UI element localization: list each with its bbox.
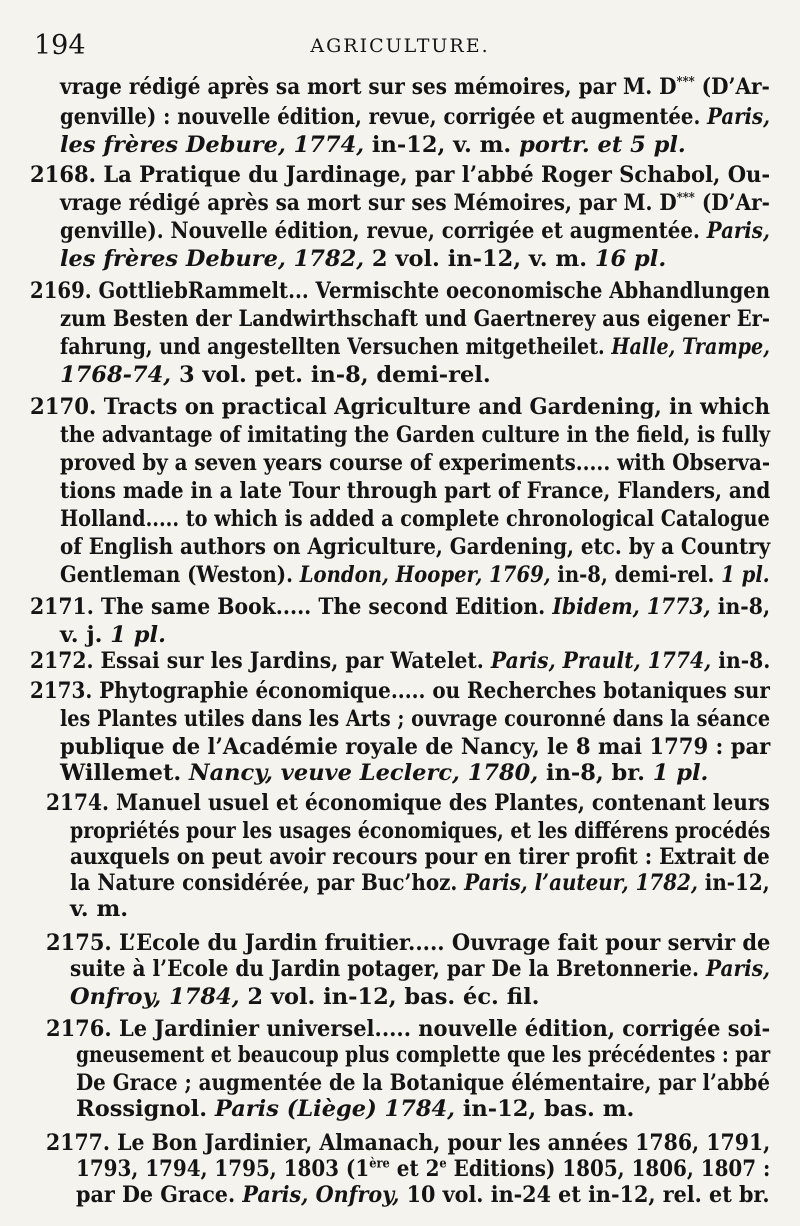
text-line: [70, 954, 770, 984]
text-segment: in-8.: [711, 648, 771, 674]
text-line: [60, 244, 666, 274]
text-segment: la Nature considérée, par Buc’hoz.: [70, 870, 465, 896]
italic-text: Paris,: [706, 218, 770, 244]
text-line: [60, 704, 770, 734]
italic-text: 16 pl.: [594, 246, 667, 272]
text-segment: Holland..... to which is added a complete chronological Catalogue: [60, 506, 770, 532]
text-line: [30, 676, 770, 706]
superscript: ère: [369, 1156, 390, 1172]
italic-text: Paris, l’auteur, 1782,: [464, 870, 698, 896]
text-segment: 10 vol. in-24 et in-12, rel. et br.: [399, 1182, 770, 1208]
text-segment: vrage rédigé après sa mort sur ses mémoires, par M. D: [60, 74, 677, 100]
text-line: [30, 160, 770, 190]
text-segment: in-12, bas. m.: [455, 1096, 635, 1122]
text-segment: par De Grace.: [76, 1182, 243, 1208]
text-segment: 2169. GottliebRammelt... Vermischte oeconomische Abhandlungen: [30, 278, 771, 304]
italic-text: Paris, Onfroy,: [242, 1182, 400, 1208]
italic-text: Onfroy, 1784,: [70, 984, 240, 1010]
italic-text: 1768-74,: [60, 362, 172, 388]
text-line: [76, 1094, 634, 1124]
italic-text: 1 pl.: [110, 622, 166, 648]
text-segment: 2170. Tracts on practical Agriculture and Gardening, in which: [30, 394, 771, 420]
italic-text: Paris,: [705, 956, 770, 982]
text-line: [60, 216, 770, 246]
text-line: [60, 130, 686, 160]
text-segment: propriétés pour les usages économiques, et les différens procédés: [70, 818, 771, 844]
text-line: [76, 1040, 770, 1070]
text-segment: 2168. La Pratique du Jardinage, par l’abbé Roger Schabol, Ou-: [30, 162, 771, 188]
running-head: AGRICULTURE.: [310, 35, 490, 57]
italic-text: portr. et 5 pl.: [519, 132, 686, 158]
text-segment: Editions) 1805, 1806, 1807 :: [446, 1156, 771, 1182]
text-line: [60, 360, 491, 390]
page-number: 194: [34, 30, 86, 61]
text-segment: the advantage of imitating the Garden culture in the field, is fully: [60, 422, 771, 448]
text-segment: 2176. Le Jardinier universel..... nouvelle édition, corrigée soi-: [46, 1016, 771, 1042]
text-segment: 2 vol. in-12, v. m.: [364, 246, 595, 272]
text-line: [76, 1180, 770, 1210]
text-segment: 2175. L’Ecole du Jardin fruitier..... Ouvrage fait pour servir de: [46, 930, 771, 956]
text-segment: in-8, demi-rel.: [550, 562, 722, 588]
text-line: [60, 758, 708, 788]
text-segment: Rossignol.: [76, 1096, 215, 1122]
text-segment: in-8,: [710, 594, 771, 620]
italic-text: 1 pl.: [652, 760, 709, 786]
text-segment: suite à l’Ecole du Jardin potager, par De la Bretonnerie.: [70, 956, 706, 982]
italic-text: Ibidem, 1773,: [552, 594, 711, 620]
text-line: [46, 788, 770, 818]
text-segment: genville) : nouvelle édition, revue, corrigée et augmentée.: [60, 104, 708, 130]
text-line: [30, 392, 770, 422]
text-segment: vrage rédigé après sa mort sur ses Mémoires, par M. D: [60, 190, 677, 216]
text-line: [30, 592, 770, 622]
text-segment: 3 vol. pet. in-8, demi-rel.: [171, 362, 491, 388]
text-segment: fahrung, und angestellten Versuchen mitgetheilet.: [60, 334, 612, 360]
text-segment: tions made in a late Tour through part of France, Flanders, and: [60, 478, 771, 504]
text-segment: De Grace ; augmentée de la Botanique élémentaire, par l’abbé: [76, 1070, 771, 1096]
text-segment: 2174. Manuel usuel et économique des Plantes, contenant leurs: [46, 790, 770, 816]
text-segment: 2171. The same Book..... The second Edition.: [30, 594, 553, 620]
italic-text: Nancy, veuve Leclerc, 1780,: [189, 760, 539, 786]
text-segment: les Plantes utiles dans les Arts ; ouvrage couronné dans la séance: [60, 706, 771, 732]
text-line: [30, 646, 770, 676]
superscript: ***: [676, 190, 695, 206]
text-line: [60, 332, 770, 362]
text-segment: zum Besten der Landwirthschaft und Gaertnerey aus eigener Er-: [60, 306, 771, 332]
superscript: e: [439, 1156, 447, 1172]
text-line: [70, 982, 539, 1012]
text-segment: (D’Ar-: [694, 190, 770, 216]
text-line: [60, 420, 770, 450]
text-line: [30, 276, 770, 306]
text-line: [60, 504, 770, 534]
italic-text: les frères Debure, 1774,: [60, 132, 365, 158]
text-segment: gneusement et beaucoup plus complette que les précédentes : par: [76, 1042, 771, 1068]
text-segment: v. j.: [60, 622, 111, 648]
text-segment: 1793, 1794, 1795, 1803 (1: [76, 1156, 370, 1182]
text-segment: (D’Ar-: [694, 74, 770, 100]
text-segment: genville). Nouvelle édition, revue, corrigée et augmentée.: [60, 218, 707, 244]
text-line: [60, 188, 770, 218]
text-line: [70, 868, 770, 898]
italic-text: 1 pl.: [721, 562, 770, 588]
text-line: [60, 560, 770, 590]
page-header: [0, 0, 800, 70]
text-segment: 2 vol. in-12, bas. éc. fil.: [239, 984, 540, 1010]
text-line: [60, 304, 770, 334]
italic-text: London, Hooper, 1769,: [299, 562, 551, 588]
text-segment: 2173. Phytographie économique..... ou Recherches botaniques sur: [30, 678, 770, 704]
italic-text: Halle, Trampe,: [611, 334, 770, 360]
italic-text: Paris,: [707, 104, 770, 130]
text-line: [60, 532, 770, 562]
text-segment: of English authors on Agriculture, Gardening, etc. by a Country: [60, 534, 771, 560]
text-segment: 2172. Essai sur les Jardins, par Watelet.: [30, 648, 491, 674]
text-segment: in-8, br.: [538, 760, 653, 786]
text-line: [60, 448, 770, 478]
text-line: [60, 102, 770, 132]
text-segment: in-12,: [697, 870, 770, 896]
text-segment: Willemet.: [60, 760, 190, 786]
text-line: [60, 476, 770, 506]
text-line: [60, 72, 770, 102]
text-segment: proved by a seven years course of experiments..... with Observa-: [60, 450, 771, 476]
text-segment: auxquels on peut avoir recours pour en tirer profit : Extrait de: [70, 844, 770, 870]
italic-text: les frères Debure, 1782,: [60, 246, 365, 272]
text-line: [70, 894, 128, 924]
superscript: ***: [676, 74, 695, 90]
text-segment: publique de l’Académie royale de Nancy, le 8 mai 1779 : par: [60, 734, 771, 760]
italic-text: Paris, Prault, 1774,: [490, 648, 712, 674]
text-segment: 2177. Le Bon Jardinier, Almanach, pour les années 1786, 1791,: [46, 1130, 771, 1156]
text-segment: in-12, v. m.: [364, 132, 520, 158]
text-segment: Gentleman (Weston).: [60, 562, 300, 588]
text-segment: v. m.: [70, 896, 129, 922]
italic-text: Paris (Liège) 1784,: [214, 1096, 456, 1122]
text-segment: et 2: [389, 1156, 440, 1182]
